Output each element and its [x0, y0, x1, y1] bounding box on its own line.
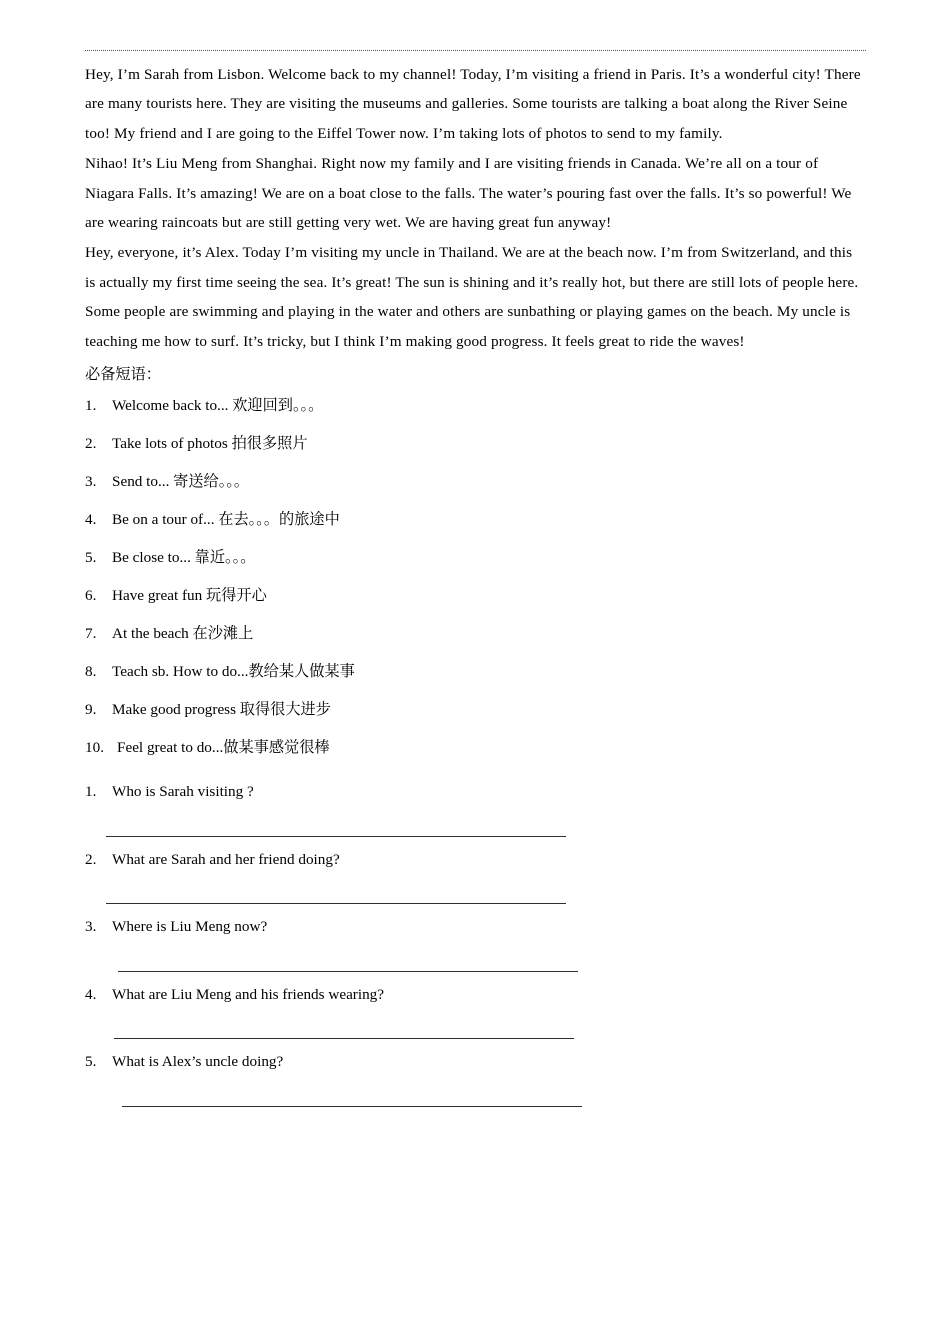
phrase-number: 5. — [85, 549, 97, 567]
answer-line[interactable] — [85, 1009, 866, 1047]
question-number: 4. — [85, 985, 97, 1003]
passage-paragraph-1: Hey, I’m Sarah from Lisbon. Welcome back to my channel! Today, I’m visiting a friend in Paris. It’s a wonderful city! There are many tourists here. They are visiting the museums and galleries. Some tourists are talking a boat along the River Seine too! My friend and I are going to the Eiffel Tower now. I’m taking lots of photos to send to my family. — [85, 66, 861, 142]
essential-phrases-list — [85, 391, 866, 762]
phrase-text: Take lots of photos 拍很多照片 — [112, 435, 308, 453]
phrase-list-item — [85, 581, 866, 610]
question-item — [85, 845, 866, 874]
question-number: 3. — [85, 918, 97, 936]
question-text: Where is Liu Meng now? — [112, 918, 268, 936]
phrase-list-item — [85, 543, 866, 572]
phrase-number: 2. — [85, 435, 97, 453]
question-item — [85, 1047, 866, 1076]
phrase-number: 4. — [85, 511, 97, 529]
essential-phrases-heading: 必备短语： — [85, 366, 161, 384]
phrase-text: Make good progress 取得很大进步 — [112, 701, 331, 719]
phrase-text: Send to... 寄送给。。。 — [112, 473, 250, 491]
top-dotted-divider — [85, 50, 866, 51]
phrase-list-item — [85, 619, 866, 648]
phrase-number: 1. — [85, 397, 97, 415]
phrase-list-item — [85, 695, 866, 724]
phrase-number: 6. — [85, 587, 97, 605]
answer-rule — [118, 971, 578, 972]
phrase-number: 8. — [85, 663, 97, 681]
question-text: What are Sarah and her friend doing? — [112, 850, 340, 868]
document-content — [85, 50, 866, 1115]
question-item — [85, 912, 866, 941]
phrase-text: Teach sb. How to do...教给某人做某事 — [112, 663, 355, 681]
phrase-text: Feel great to do...做某事感觉很棒 — [117, 739, 330, 757]
phrase-list-item — [85, 505, 866, 534]
question-text: Who is Sarah visiting ? — [112, 783, 254, 801]
comprehension-questions-list — [85, 777, 866, 1114]
answer-rule — [114, 1038, 574, 1039]
phrase-list-item — [85, 429, 866, 458]
phrase-list-item — [85, 733, 866, 762]
phrase-number: 9. — [85, 701, 97, 719]
answer-line[interactable] — [85, 942, 866, 980]
question-block — [85, 980, 866, 1047]
answer-line[interactable] — [85, 874, 866, 912]
answer-rule — [106, 903, 566, 904]
answer-rule — [122, 1106, 582, 1107]
phrase-text: Be close to... 靠近。。。 — [112, 549, 256, 567]
passage-paragraph-3: Hey, everyone, it’s Alex. Today I’m visiting my uncle in Thailand. We are at the beach now. I’m from Switzerland, and this is actually my first time seeing the sea. It’s great! The sun is shining and it’s really hot, but there are still lots of people here. Some people are swimming and playing in the water and others are sunbathing or playing games on the beach. My uncle is teaching me how to surf. It’s tricky, but I think I’m making good progress. It feels great to ride the waves! — [85, 244, 859, 350]
phrase-text: Be on a tour of... 在去。。。的旅途中 — [112, 511, 340, 529]
question-text: What are Liu Meng and his friends wearing? — [112, 985, 385, 1003]
phrase-list-item — [85, 657, 866, 686]
phrase-list-item — [85, 391, 866, 420]
question-number: 2. — [85, 850, 97, 868]
question-item — [85, 980, 866, 1009]
phrase-text: Have great fun 玩得开心 — [112, 587, 267, 605]
question-text: What is Alex’s uncle doing? — [112, 1053, 284, 1071]
phrase-text: Welcome back to... 欢迎回到。。。 — [112, 397, 324, 415]
answer-line[interactable] — [85, 1077, 866, 1115]
question-number: 1. — [85, 783, 97, 801]
phrase-number: 7. — [85, 625, 97, 643]
phrase-list-item — [85, 467, 866, 496]
question-block — [85, 1047, 866, 1114]
question-block — [85, 777, 866, 844]
question-number: 5. — [85, 1053, 97, 1071]
answer-line[interactable] — [85, 807, 866, 845]
phrase-number: 3. — [85, 473, 97, 491]
question-item — [85, 777, 866, 806]
phrase-text: At the beach 在沙滩上 — [112, 625, 254, 643]
phrase-number: 10. — [85, 739, 104, 757]
passage-paragraph-2: Nihao! It’s Liu Meng from Shanghai. Right now my family and I are visiting friends in Canada. We’re all on a tour of Niagara Falls. It’s amazing! We are on a boat close to the falls. The water’s pouring fast over the falls. It’s so powerful! We are wearing raincoats but are still getting very wet. We are having great fun anyway! — [85, 155, 852, 232]
question-block — [85, 845, 866, 912]
question-block — [85, 912, 866, 979]
answer-rule — [106, 836, 566, 837]
